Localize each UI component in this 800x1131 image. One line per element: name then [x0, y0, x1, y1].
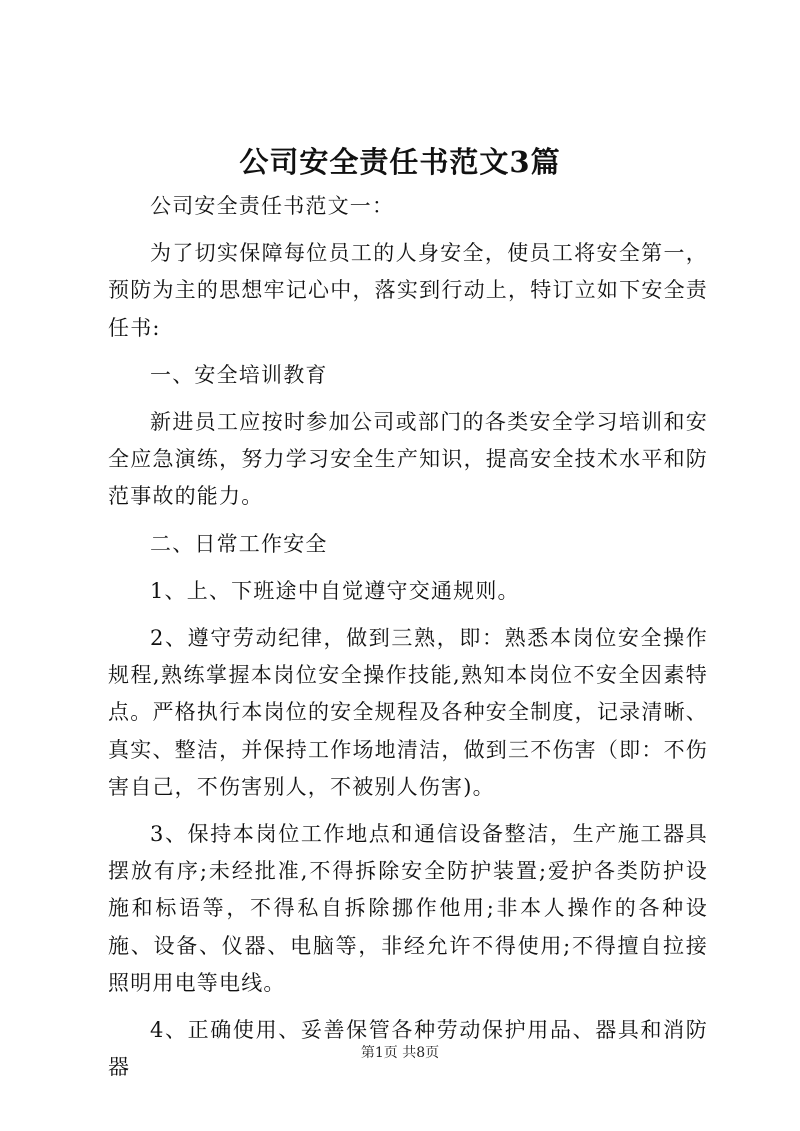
paragraph-intro: 为了切实保障每位员工的人身安全，使员工将安全第一，预防为主的思想牢记心中，落实到行动上，特订立如下安全责任书:	[108, 241, 708, 340]
list-item-4: 4、正确使用、妥善保管各种劳动保护用品、器具和消防器	[108, 1018, 708, 1080]
document-body	[108, 188, 708, 1096]
section-heading-daily-work: 二、日常工作安全	[150, 531, 328, 556]
list-item-3: 3、保持本岗位工作地点和通信设备整洁，生产施工器具摆放有序;未经批准,不得拆除安全防护装置;爱护各类防护设施和标语等，不得私自拆除挪作他用;非本人操作的各种设施、设备、仪器、电脑等，非经允许不得使用;不得擅自拉接照明用电等电线。	[108, 822, 708, 995]
list-item-1: 1、上、下班途中自觉遵守交通规则。	[150, 578, 520, 603]
page-number-label: 第1页 共8页	[360, 1045, 440, 1061]
section-heading-training: 一、安全培训教育	[150, 362, 328, 387]
paragraph-training: 新进员工应按时参加公司或部门的各类安全学习培训和安全应急演练，努力学习安全生产知识，提高安全技术水平和防范事故的能力。	[108, 410, 708, 509]
page-title: 公司安全责任书范文3篇	[239, 145, 561, 179]
paragraph-heading: 公司安全责任书范文一：	[150, 194, 395, 218]
list-item-2: 2、遵守劳动纪律，做到三熟，即：熟悉本岗位安全操作规程,熟练掌握本岗位安全操作技能,熟知本岗位不安全因素特点。严格执行本岗位的安全规程及各种安全制度，记录清晰、真实、整洁，并保持工作场地清洁，做到三不伤害（即：不伤害自己，不伤害别人，不被别人伤害)。	[108, 626, 708, 799]
page-footer	[0, 1043, 800, 1063]
